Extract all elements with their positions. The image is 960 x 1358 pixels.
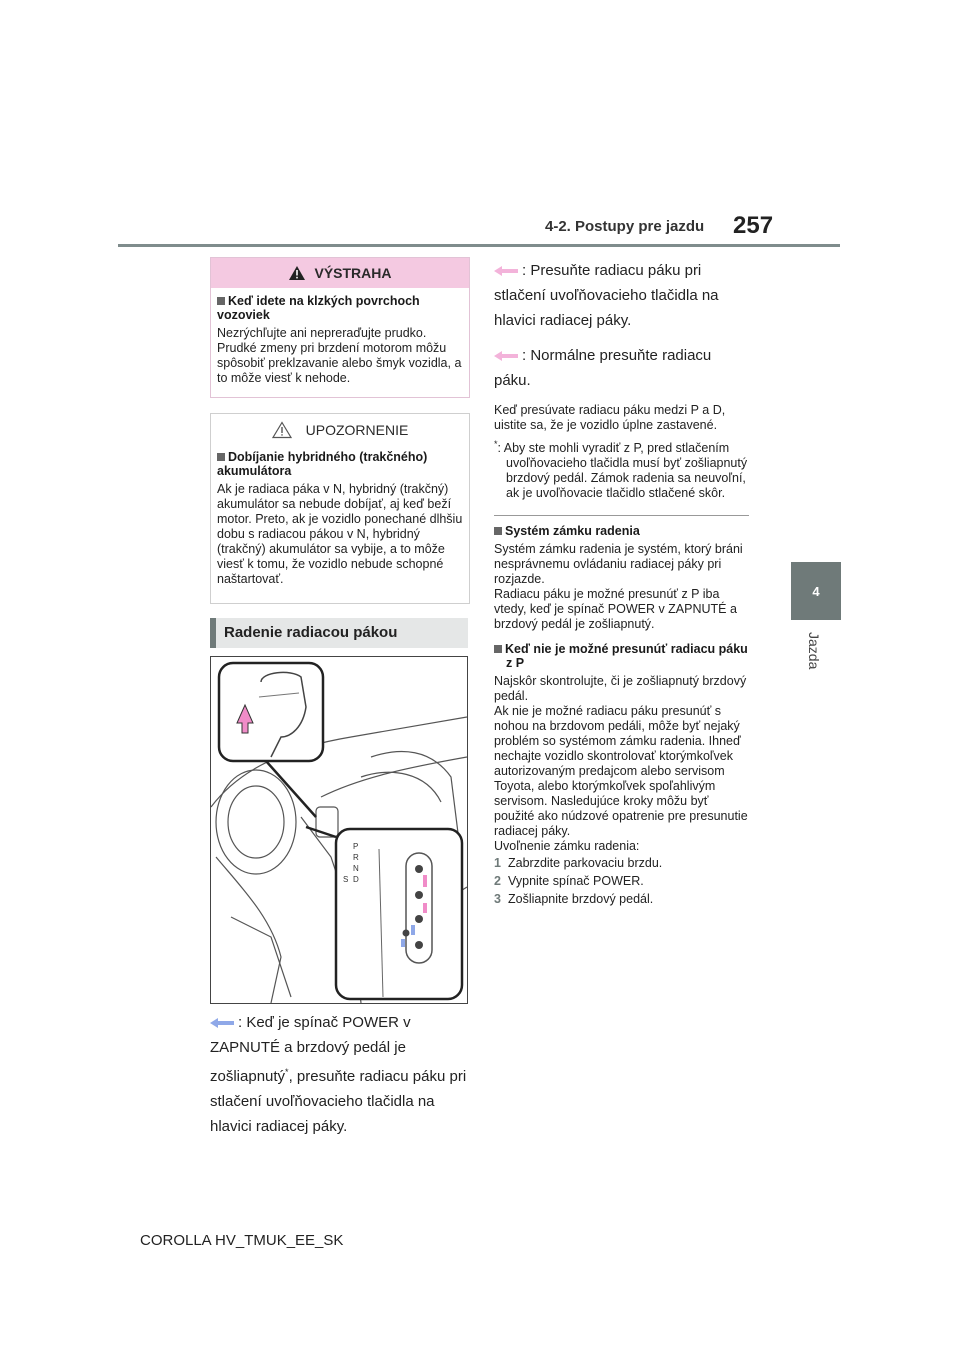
shift-lock-text-1: Systém zámku radenia je systém, ktorý bráni nesprávnemu ovládaniu radiacej páky pri rozjazde. <box>494 542 743 587</box>
pink-arrow-icon <box>210 1018 234 1028</box>
chapter-label <box>796 632 836 692</box>
header-section-title: 4-2. Postupy pre jazdu <box>545 218 705 235</box>
bullet-square-icon <box>217 453 225 461</box>
divider <box>494 515 749 516</box>
warning-triangle-icon <box>288 265 306 281</box>
gate-label-n: N <box>353 864 359 873</box>
cant-shift-text-3: Uvoľnenie zámku radenia: <box>494 839 640 854</box>
footnote-mark: * <box>285 1067 289 1077</box>
stop-note: Keď presúvate radiacu páku medzi P a D, uistite sa, že je vozidlo úplne zastavené. <box>494 403 726 432</box>
gate-label-s: S <box>343 875 349 884</box>
header-rule <box>118 244 840 247</box>
chapter-tab[interactable]: 4 <box>791 562 841 620</box>
page-number: 257 <box>733 212 774 239</box>
cant-shift-text-1: Najskôr skontrolujte, či je zošliapnutý brzdový pedál. <box>494 674 747 704</box>
cant-shift-title: Keď nie je možné presunúť radiacu páku z P <box>494 642 749 670</box>
caution-header <box>211 414 469 446</box>
section-heading: Radenie radiacou pákou <box>210 618 468 648</box>
step-item: 3 Zošliapnite brzdový pedál. <box>494 892 654 907</box>
cabin-drawing <box>211 657 467 1003</box>
gate-label-r: R <box>353 853 359 862</box>
footnote: *: Aby ste mohli vyradiť z P, pred stlačením uvoľňovacieho tlačidla musí byť zošliapnutý brzdový pedál. Zámok radenia sa neuvoľní, ak je uvoľňovacie tlačidlo stlačené skôr. <box>494 439 748 501</box>
step-item: 2 Vypnite spínač POWER. <box>494 874 644 889</box>
caution-item-text: Ak je radiaca páka v N, hybridný (trakčný) akumulátor sa nebude dobíjať, aj keď beží motor. Preto, ak je vozidlo ponechané dlhšiu dobu s radiacou pákou v N, hybridný (trakčný) akumulátor sa vybije, a to môže viesť k tomu, že vozidlo nebude schopné naštartovať. <box>217 482 463 586</box>
shift-lock-title: Systém zámku radenia <box>494 524 749 538</box>
right-column <box>494 258 749 908</box>
warning-title: VÝSTRAHA <box>314 265 392 281</box>
cant-shift-text-2: Ak nie je možné radiacu páku presunúť s nohou na brzdovom pedáli, môže byť nejaký problém so systémom zámku radenia. Ihneď nechajte vozidlo skontrolovať ktorýmkoľvek autorizovaným predajcom alebo servisom Toyota, alebo ktorýmkoľvek spoľahlivým servisom. Nasledujúce kroky môžu byť použité ako núdzové opatrenie pre presunutie radiacej páky. <box>494 704 748 839</box>
warning-header <box>211 258 469 288</box>
gate-labels <box>353 841 359 885</box>
gate-label-d: D <box>353 875 359 884</box>
legend-pink: : Presuňte radiacu páku pri stlačení uvoľňovacieho tlačidla na hlavici radiacej páky. <box>494 262 719 329</box>
legend-blue: : Normálne presuňte radiacu páku. <box>494 347 712 389</box>
shift-lever-illustration <box>210 656 468 1004</box>
gate-label-p: P <box>353 842 359 851</box>
caution-title: UPOZORNENIE <box>305 422 409 438</box>
blue-arrow-icon <box>494 351 518 361</box>
caution-item-title: Dobíjanie hybridného (trakčného) akumulátora <box>217 450 428 478</box>
footer-model-code: COROLLA HV_TMUK_EE_SK <box>140 1232 344 1249</box>
caption-pink-arrow: : Keď je spínač POWER v ZAPNUTÉ a brzdový pedál je zošliapnutý*, presuňte radiacu páku pri stlačení uvoľňovacieho tlačidla na hlavici radiacej páky. <box>210 1014 467 1135</box>
bullet-square-icon <box>217 297 225 305</box>
bullet-square-icon <box>494 645 502 653</box>
warning-box <box>210 257 470 398</box>
chapter-label-text: Jazda <box>806 632 822 670</box>
warning-item-title: Keď idete na klzkých povrchoch vozoviek <box>217 294 420 322</box>
bullet-square-icon <box>494 527 502 535</box>
caution-box <box>210 413 470 604</box>
warning-item-text: Nezrýchľujte ani nepreraďujte prudko. Prudké zmeny pri brzdení motorom môžu spôsobiť preklzavanie alebo šmyk vozidla, a to môže viesť k nehode. <box>217 326 462 385</box>
pink-arrow-icon <box>494 266 518 276</box>
shift-lock-text-2: Radiacu páku je možné presunúť z P iba vtedy, keď je spínač POWER v ZAPNUTÉ a brzdový pedál je zošliapnutý. <box>494 587 737 632</box>
step-item: 1 Zabrzdite parkovaciu brzdu. <box>494 856 663 871</box>
caution-triangle-icon <box>272 421 292 439</box>
